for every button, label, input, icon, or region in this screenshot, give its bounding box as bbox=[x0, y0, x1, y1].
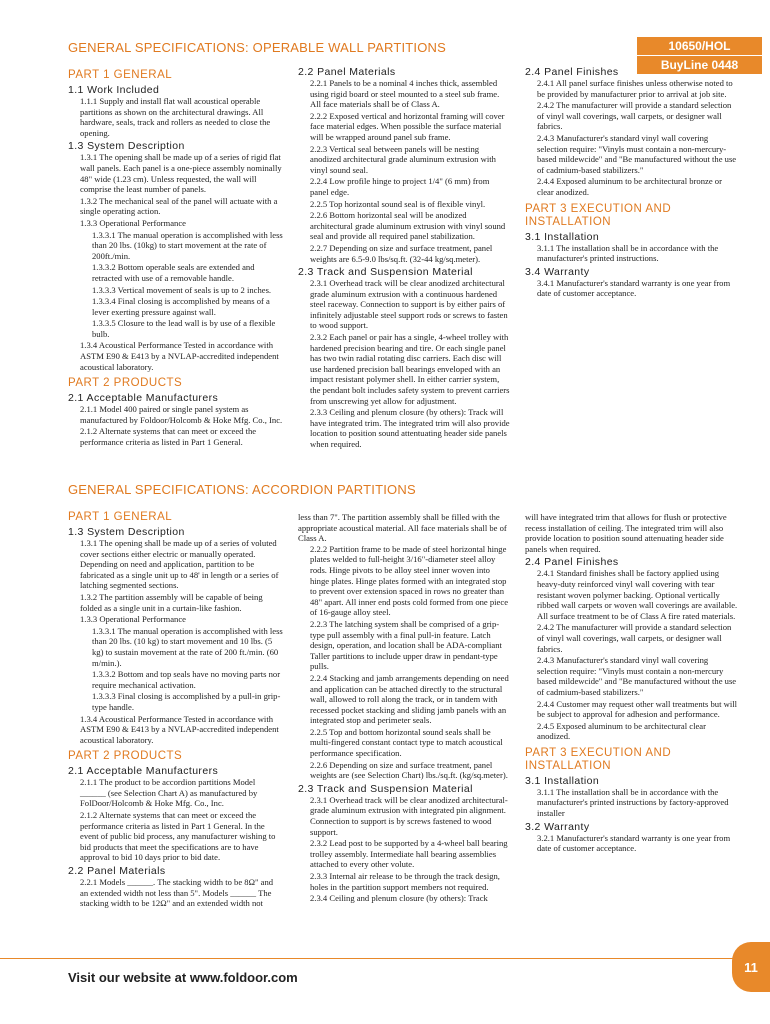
spec-paragraph: 2.2.6 Bottom horizontal seal will be anodized architectural grade aluminum extrusion with vinyl sound seal and provide all required panel stabilization. bbox=[310, 210, 506, 242]
spec-paragraph: 2.3.2 Lead post to be supported by a 4-wheel ball bearing trolley assembly. Intermediate hall bearing assemblies attached to every other volute. bbox=[310, 838, 508, 870]
spec-paragraph: 2.2.3 The latching system shall be comprised of a grip-type pull assembly with a final pull-in feature. Latch design, operation, and location shall be ADA-compliant Taller partitions to include upper draw in pendant-type pulls. bbox=[310, 618, 502, 672]
spec-paragraph: 2.1.1 The product to be accordion partitions Model ______ (see Selection Chart A) as manufactured by FolDoor/Holcomb & Hoke Mfg. Co., Inc. bbox=[80, 777, 258, 809]
part-heading: PART 2 PRODUCTS bbox=[68, 750, 183, 763]
spec-paragraph: 2.2.1 Models ______. The stacking width to be 8Ω" and an extended width not less than 5". Models ______ The stacking width to be 12Ω" and an extended width not bbox=[80, 877, 274, 909]
page-number: 11 bbox=[732, 942, 770, 992]
spec-paragraph: 1.3.2 The mechanical seal of the panel will actuate with a single operating action. bbox=[80, 195, 278, 217]
spec-paragraph: 1.3.3.4 Final closing is accomplished by means of a lever exerting pressure against wall. bbox=[92, 296, 270, 317]
subsection-heading: 2.4 Panel Finishes bbox=[525, 556, 619, 569]
spec-paragraph: 2.4.1 All panel surface finishes unless otherwise noted to be provided by manufacturer prior to arrival at job site. bbox=[537, 78, 733, 99]
section-code: 10650/HOL bbox=[668, 39, 731, 53]
spec-paragraph: 1.3.3.2 Bottom operable seals are extended and retracted with use of a removable handle. bbox=[92, 262, 255, 283]
part-heading: PART 2 PRODUCTS bbox=[68, 377, 183, 390]
spec-paragraph: 2.4.4 Exposed aluminum to be architectural bronze or clear anodized. bbox=[537, 176, 722, 197]
subsection-heading: 3.2 Warranty bbox=[525, 820, 590, 833]
spec-paragraph: 2.2.4 Stacking and jamb arrangements depending on need and application can be attached directly to the structural wall, allowed to roll along the track, or in tandem with recessed pocket stacking and sliding jamb panels with an integrated stop and perimeter seals. bbox=[310, 672, 509, 726]
spec-paragraph: 2.1.2 Alternate systems that can meet or exceed the performance criteria as listed in Part 1 General. In the event of public bid process, any manufacturer wishing to bid products that meet the specifications are to have approval to bid 10 days prior to bid date. bbox=[80, 810, 276, 863]
spec-paragraph: 1.3.1 The opening shall be made up of a series of rigid flat wall panels. Each panel is a one-piece assembly nominally 48" wide (1.23 cm). Unless requested, the wall will comprise the least number of panels. bbox=[80, 152, 282, 195]
subsection-heading: 2.1 Acceptable Manufacturers bbox=[68, 765, 219, 778]
operable-column-3 bbox=[525, 64, 740, 300]
part-heading: PART 1 GENERAL bbox=[68, 511, 173, 523]
subsection-heading: 2.2 Panel Materials bbox=[298, 66, 396, 78]
accordion-column-3 bbox=[525, 512, 740, 855]
spec-paragraph: 3.1.1 The installation shall be in accordance with the manufacturer's printed instructions by factory-approved installer bbox=[537, 786, 729, 819]
spec-paragraph: will have integrated trim that allows for flush or protective recess installation of ceiling. The integrated trim will also provide location to position sound attenuating header side panels when required. bbox=[525, 512, 727, 554]
spec-paragraph: less than 7". The partition assembly shall be filled with the appropriate acoustical material. All face materials shall be of Class A. bbox=[298, 512, 507, 544]
spec-paragraph: 2.4.1 Standard finishes shall be factory applied using heavy-duty reinforced vinyl wall covering with tear resistant woven polymer backing. Optional vertically ribbed wall carpets or woven wall coverings are available. All surface treatment to be of Class A fire rated materials. bbox=[537, 568, 738, 621]
spec-paragraph: 2.4.3 Manufacturer's standard vinyl wall covering selection require: "Vinyls must contain a non-mercury based mildewcide" and "Be manufactured without the use of cadmium-based stabilizers." bbox=[537, 655, 737, 697]
spec-paragraph: 1.3.3.5 Closure to the lead wall is by use of a flexible bulb. bbox=[92, 318, 276, 339]
spec-paragraph: 2.1.2 Alternate systems that can meet or exceed the performance criteria as listed in Part 1 General. bbox=[80, 426, 257, 448]
spec-paragraph: 2.2.7 Depending on size and surface treatment, panel weights are 6.5-9.0 lbs/sq.ft. (32-44 kg/sq.meter). bbox=[310, 242, 493, 264]
website-link[interactable]: Visit our website at www.foldoor.com bbox=[68, 970, 298, 985]
spec-paragraph: 2.2.5 Top horizontal sound seal is of flexible vinyl. bbox=[310, 198, 486, 209]
spec-paragraph: 1.1.1 Supply and install flat wall acoustical operable partitions as shown on the architectural drawings. All hardware, seals, track and rollers as needed to close the opening. bbox=[80, 96, 271, 138]
subsection-heading: 2.3 Track and Suspension Material bbox=[298, 266, 473, 279]
spec-paragraph: 1.3.3.3 Vertical movement of seals is up to 2 inches. bbox=[92, 284, 272, 295]
spec-paragraph: 2.2.3 Vertical seal between panels will be nesting anodized architectural grade aluminum extrusion with vinyl sound seal. bbox=[310, 143, 496, 175]
spec-paragraph: 2.4.5 Exposed aluminum to be architectural clear anodized. bbox=[537, 720, 706, 742]
spec-paragraph: 1.3.4 Acoustical Performance Tested in accordance with ASTM E90 & E413 by a NVLAP-accredited independent acoustical laboratory. bbox=[80, 713, 279, 745]
spec-paragraph: 2.3.3 Ceiling and plenum closure (by others): Track will have integrated trim. The integrated trim will also provide location to position sound attentuating header side panels when required. bbox=[310, 407, 510, 449]
subsection-heading: 3.1 Installation bbox=[525, 774, 600, 787]
spec-paragraph: 2.3.1 Overhead track will be clear anodized architectural grade aluminum extrusion with a continuous hardened steel raceway. Connection to support is by either pairs of infinitely adjustable steel support rods or screws to fasten to wood support. bbox=[310, 278, 508, 331]
subsection-heading: 3.4 Warranty bbox=[525, 265, 590, 278]
operable-column-2 bbox=[298, 64, 510, 451]
spec-paragraph: 1.3.3.2 Bottom and top seals have no moving parts nor require mechanical activation. bbox=[92, 669, 281, 690]
spec-paragraph: 2.2.1 Panels to be a nominal 4 inches thick, assembled using rigid board or steel mounted to a steel sub frame. All face materials shall be of Class A. bbox=[310, 78, 500, 110]
operable-column-1 bbox=[68, 64, 283, 449]
spec-paragraph: 2.4.3 Manufacturer's standard vinyl wall covering selection require: "Vinyls must contain a non-mercury-based mildewcide" and "Be manufactured without the use of cadmium-based stabilizers." bbox=[537, 132, 737, 175]
spec-paragraph: 2.3.1 Overhead track will be clear anodized architectural-grade aluminum extrusion with integrated pin alignment. Connection to support is by screws fastened to wood support. bbox=[310, 794, 508, 837]
spec-paragraph: 3.2.1 Manufacturer's standard warranty is one year from date of customer acceptance. bbox=[537, 832, 731, 854]
spec-paragraph: 2.2.2 Partition frame to be made of steel horizontal hinge plates welded to full-height 3/16"-diameter steel alloy rods. Hinge pivots to be alloy steel inner woven into hinge plates. Hinge plates formed with an integrated stop to prevent over extension spaced in rows no greater than 48" apart. All inner end posts cold formed from one piece of 16-gauge alloy steel. bbox=[310, 543, 509, 618]
spec-paragraph: 2.4.4 Customer may request other wall treatments but will be subject to approval for adhesion and performance. bbox=[537, 698, 738, 720]
spec-paragraph: 2.1.1 Model 400 paired or single panel system as manufactured by Foldoor/Holcomb & Hoke Mfg. Co., Inc. bbox=[80, 404, 283, 425]
subsection-heading: 2.1 Acceptable Manufacturers bbox=[68, 392, 219, 405]
spec-paragraph: 2.4.2 The manufacturer will provide a standard selection of vinyl wall coverings, wall carpets, or designer wall fabrics. bbox=[537, 100, 732, 132]
accordion-column-2 bbox=[298, 512, 510, 905]
part-heading: PART 1 GENERAL bbox=[68, 69, 173, 81]
footer-rule bbox=[0, 958, 770, 959]
subsection-heading: 2.3 Track and Suspension Material bbox=[298, 782, 473, 795]
part-heading: PART 3 EXECUTION AND INSTALLATION bbox=[525, 746, 672, 772]
subsection-heading: 1.3 System Description bbox=[68, 526, 185, 538]
spec-paragraph: 2.4.2 The manufacturer will provide a standard selection of vinyl wall coverings, wall carpets, or designer wall fabrics. bbox=[537, 622, 732, 654]
spec-paragraph: 2.2.2 Exposed vertical and horizontal framing will cover face material edges. When possible the surface material will be wrapped around panel sub frame. bbox=[310, 110, 505, 142]
spec-paragraph: 1.3.3 Operational Performance bbox=[80, 614, 186, 625]
spec-paragraph: 3.4.1 Manufacturer's standard warranty is one year from date of customer acceptance. bbox=[537, 277, 731, 299]
spec-paragraph: 1.3.1 The opening shall be made up of a series of voluted cover sections either electric or manually operated. Depending on need and application, partition to be fabricated as a single unit up to 48' in length or a series of latching segmented sections. bbox=[80, 538, 279, 591]
section-title-accordion: GENERAL SPECIFICATIONS: ACCORDION PARTITIONS bbox=[68, 482, 416, 497]
spec-paragraph: 3.1.1 The installation shall be in accordance with the manufacturer's printed instructions. bbox=[537, 242, 719, 264]
spec-paragraph: 1.3.4 Acoustical Performance Tested in accordance with ASTM E90 & E413 by a NVLAP-accredited independent acoustical laboratory. bbox=[80, 340, 279, 372]
spec-paragraph: 2.3.3 Internal air release to be through the track design, holes in the partition support members not required. bbox=[310, 871, 500, 892]
subsection-heading: 2.2 Panel Materials bbox=[68, 865, 166, 878]
spec-paragraph: 2.2.6 Depending on size and surface treatment, panel weights are (see Selection Chart) lbs./sq.ft. (kg/sq.meter). bbox=[310, 759, 508, 781]
section-title-operable: GENERAL SPECIFICATIONS: OPERABLE WALL PARTITIONS bbox=[68, 40, 447, 55]
spec-paragraph: 1.3.2 The partition assembly will be capable of being folded as a single unit in a curtain-like fashion. bbox=[80, 591, 263, 613]
spec-paragraph: 2.3.4 Ceiling and plenum closure (by others): Track bbox=[310, 893, 488, 904]
spec-paragraph: 1.3.3 Operational Performance bbox=[80, 217, 186, 228]
subsection-heading: 2.4 Panel Finishes bbox=[525, 66, 619, 78]
spec-paragraph: 1.3.3.1 The manual operation is accomplished with less than 20 lbs. (10kg) to start movement at the rate of 200ft./min. bbox=[92, 229, 283, 261]
spec-paragraph: 2.2.4 Low profile hinge to project 1/4" (6 mm) from panel edge. bbox=[310, 176, 490, 197]
spec-paragraph: 2.2.5 Top and bottom horizontal sound seals shall be multi-fingered constant contact type to match acoustical performance specification. bbox=[310, 726, 503, 759]
buyline-number: BuyLine 0448 bbox=[660, 58, 739, 72]
subsection-heading: 3.1 Installation bbox=[525, 230, 600, 243]
spec-paragraph: 2.3.2 Each panel or pair has a single, 4-wheel trolley with hardened precision bearing and tire. Or each single panel has two twin radial rotating disc carriers. Each disc will use hardened precision ball bearings enveloped with an impact resistant polymer shell. In either carrier system, the pendant bolt includes safety system to prevent carriers from unscrewing yet allow for adjustment. bbox=[310, 332, 510, 406]
spec-paragraph: 1.3.3.3 Final closing is accomplished by a pull-in grip-type handle. bbox=[92, 691, 281, 712]
part-heading: PART 3 EXECUTION AND INSTALLATION bbox=[525, 202, 672, 228]
subsection-heading: 1.1 Work Included bbox=[68, 84, 160, 96]
accordion-column-1 bbox=[68, 506, 283, 910]
spec-paragraph: 1.3.3.1 The manual operation is accomplished with less than 20 lbs. (10 kg) to start movement and 10 lbs. (5 kg) to sustain movement at the rate of 200 ft./min. (60 m/min.). bbox=[92, 625, 283, 668]
subsection-heading: 1.3 System Description bbox=[68, 140, 185, 153]
